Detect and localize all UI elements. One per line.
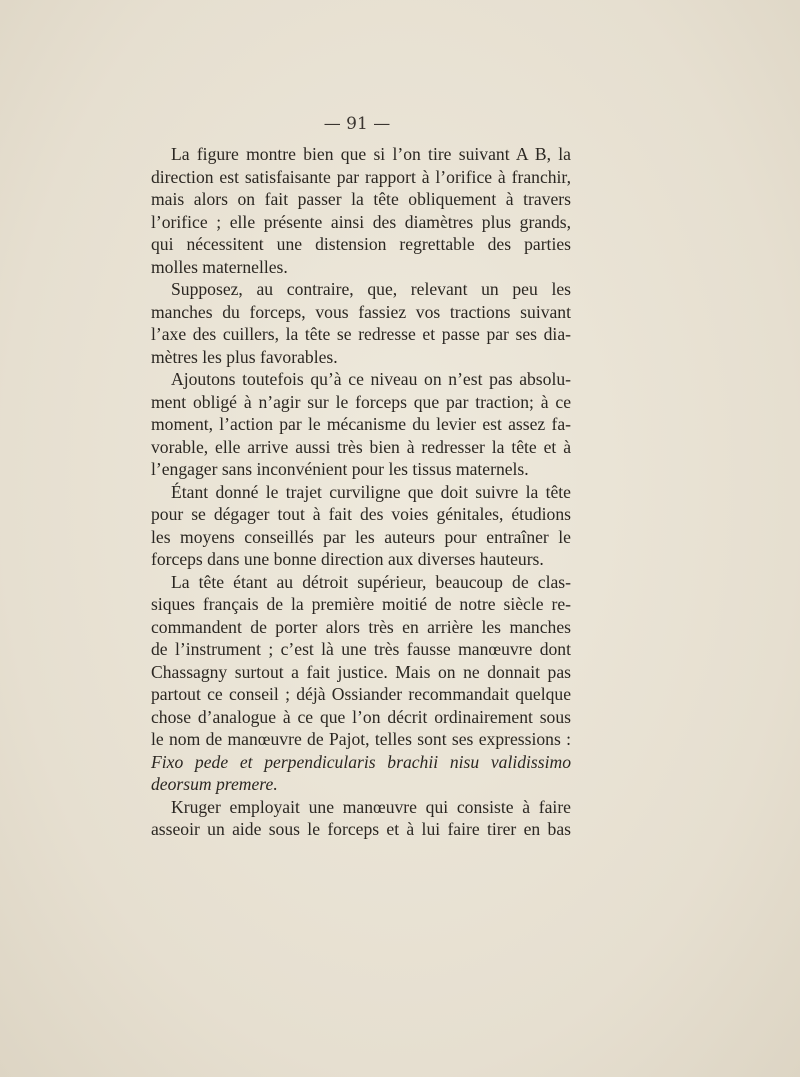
latin-quote-line: deorsum premere. — [151, 774, 278, 794]
text-line: l’orifice ; elle présente ainsi des diamètres plus grands, — [151, 211, 571, 232]
text-line: les moyens conseillés par les auteurs pour entraîner le — [151, 526, 571, 547]
text-line: manches du forceps, vous fassiez vos tractions suivant — [151, 301, 571, 322]
text-line: pour se dégager tout à fait des voies génitales, étudions — [151, 504, 571, 524]
text-line: La tête étant au détroit supérieur, beaucoup de clas- — [171, 571, 571, 592]
text-line: siques français de la première moitié de notre siècle re- — [151, 594, 571, 614]
latin-quote-line: Fixo pede et perpendicularis brachii nisu validissimo — [151, 751, 571, 772]
text-line: commandent de porter alors très en arrière les manches — [151, 616, 571, 637]
text-line: Chassagny surtout a fait justice. Mais on ne donnait pas — [151, 661, 571, 682]
text-line: chose d’analogue à ce que l’on décrit ordinairement sous — [151, 706, 571, 727]
text-line: Supposez, au contraire, que, relevant un peu les — [171, 279, 571, 299]
text-line: mètres les plus favorables. — [151, 346, 338, 367]
text-line: l’axe des cuillers, la tête se redresse et passe par ses dia- — [151, 324, 571, 344]
body-text — [151, 143, 571, 841]
text-line: partout ce conseil ; déjà Ossiander recommandait quelque — [151, 684, 571, 704]
text-line: mais alors on fait passer la tête obliquement à travers — [151, 189, 571, 209]
text-line: Étant donné le trajet curviligne que doit suivre la tête — [171, 481, 571, 502]
text-line: Ajoutons toutefois qu’à ce niveau on n’est pas absolu- — [171, 369, 571, 389]
text-line: qui nécessitent une distension regrettable des parties — [151, 234, 571, 254]
text-line: molles maternelles. — [151, 256, 288, 277]
text-line: La figure montre bien que si l’on tire suivant A B, la — [171, 144, 571, 164]
text-line: direction est satisfaisante par rapport à l’orifice à franchir, — [151, 166, 571, 187]
text-line: l’engager sans inconvénient pour les tissus maternels. — [151, 459, 529, 479]
text-line: Kruger employait une manœuvre qui consiste à faire — [171, 796, 571, 817]
text-line: forceps dans une bonne direction aux diverses hauteurs. — [151, 549, 544, 569]
text-line: de l’instrument ; c’est là une très fausse manœuvre dont — [151, 639, 571, 659]
page-number: — 91 — — [323, 114, 391, 134]
text-line: ment obligé à n’agir sur le forceps que par traction; à ce — [151, 391, 571, 412]
text-line: vorable, elle arrive aussi très bien à redresser la tête et à — [151, 436, 571, 457]
text-line: moment, l’action par le mécanisme du levier est assez fa- — [151, 414, 571, 434]
text-line: le nom de manœuvre de Pajot, telles sont ses expressions : — [151, 729, 571, 749]
text-line: asseoir un aide sous le forceps et à lui faire tirer en bas — [151, 819, 571, 839]
